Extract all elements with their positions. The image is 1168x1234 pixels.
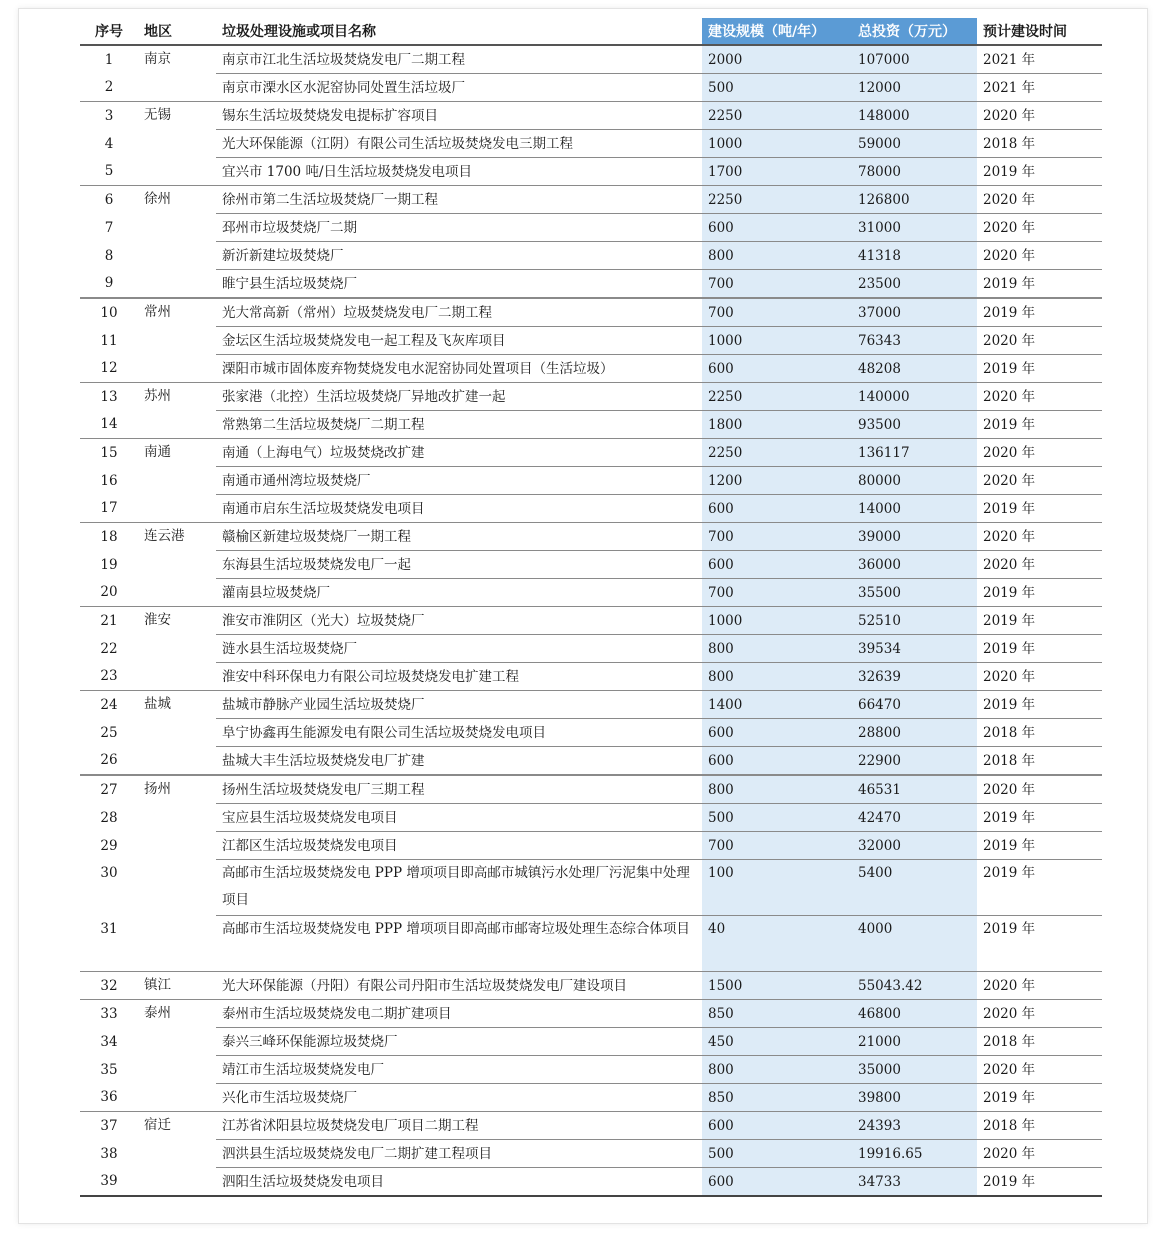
row-year: 2020 年	[977, 551, 1102, 579]
row-year: 2018 年	[977, 130, 1102, 158]
row-region: 宿迁	[144, 1117, 171, 1133]
row-seq: 15	[100, 444, 118, 461]
row-name: 邳州市垃圾焚烧厂二期	[216, 214, 702, 242]
row-name: 光大环保能源（丹阳）有限公司丹阳市生活垃圾焚烧发电厂建设项目	[216, 972, 702, 1000]
row-scale: 800	[702, 635, 852, 663]
table-row	[80, 130, 1102, 158]
table-row	[80, 523, 1102, 551]
row-region	[138, 916, 216, 972]
row-seq: 37	[100, 1117, 118, 1134]
table-row	[80, 467, 1102, 495]
row-scale: 700	[702, 298, 852, 327]
row-name: 江苏省沭阳县垃圾焚烧发电厂项目二期工程	[216, 1112, 702, 1140]
row-scale: 1000	[702, 130, 852, 158]
table-row	[80, 579, 1102, 607]
row-scale: 600	[702, 1112, 852, 1140]
table-row	[80, 1168, 1102, 1197]
row-region	[138, 719, 216, 747]
row-seq: 35	[100, 1061, 118, 1078]
row-name: 盐城大丰生活垃圾焚烧发电厂扩建	[216, 747, 702, 776]
row-region	[138, 860, 216, 916]
row-invest: 5400	[852, 860, 977, 916]
row-region: 淮安	[144, 612, 171, 628]
row-region	[138, 804, 216, 832]
row-year: 2019 年	[977, 832, 1102, 860]
table-row	[80, 102, 1102, 130]
row-name: 泰州市生活垃圾焚烧发电二期扩建项目	[216, 1000, 702, 1028]
row-seq: 32	[80, 972, 138, 1000]
row-region	[138, 242, 216, 270]
row-year: 2020 年	[977, 1000, 1102, 1028]
row-invest: 22900	[852, 747, 977, 776]
row-name: 赣榆区新建垃圾焚烧厂一期工程	[216, 523, 702, 551]
row-invest: 80000	[852, 467, 977, 495]
row-scale: 2250	[702, 383, 852, 411]
row-seq: 39	[80, 1168, 138, 1197]
row-invest: 39534	[852, 635, 977, 663]
row-scale: 2250	[702, 186, 852, 214]
row-year: 2019 年	[977, 1168, 1102, 1197]
row-region: 无锡	[144, 107, 171, 123]
row-year: 2019 年	[977, 1084, 1102, 1112]
table-row	[80, 1140, 1102, 1168]
row-invest: 23500	[852, 270, 977, 299]
row-name: 高邮市生活垃圾焚烧发电 PPP 增项项目即高邮市邮寄垃圾处理生态综合体项目	[216, 916, 702, 972]
row-seq: 26	[80, 747, 138, 776]
row-region: 盐城	[144, 696, 171, 712]
table-row	[80, 45, 1102, 74]
row-name: 光大常高新（常州）垃圾焚烧发电厂二期工程	[216, 298, 702, 327]
row-invest: 39000	[852, 523, 977, 551]
row-region: 连云港	[144, 528, 185, 544]
row-scale: 1700	[702, 158, 852, 186]
row-scale: 800	[702, 1056, 852, 1084]
row-scale: 850	[702, 1000, 852, 1028]
table-row	[80, 1000, 1102, 1028]
row-year: 2018 年	[977, 719, 1102, 747]
row-scale: 600	[702, 1168, 852, 1197]
row-seq: 21	[100, 612, 118, 629]
row-region: 南京	[144, 51, 171, 67]
row-seq: 29	[100, 837, 118, 854]
row-invest: 35000	[852, 1056, 977, 1084]
header-invest: 总投资（万元）	[852, 18, 977, 45]
row-invest: 36000	[852, 551, 977, 579]
row-year: 2019 年	[977, 355, 1102, 383]
row-invest: 93500	[852, 411, 977, 439]
row-name: 溧阳市城市固体废弃物焚烧发电水泥窑协同处置项目（生活垃圾）	[216, 355, 702, 383]
row-name: 金坛区生活垃圾焚烧发电一起工程及飞灰库项目	[216, 327, 702, 355]
table-row	[80, 411, 1102, 439]
row-year: 2020 年	[977, 523, 1102, 551]
row-year: 2019 年	[977, 607, 1102, 635]
row-year: 2020 年	[977, 186, 1102, 214]
row-seq: 1	[104, 51, 114, 68]
row-year: 2020 年	[977, 439, 1102, 467]
row-region: 镇江	[138, 972, 216, 1000]
row-region	[138, 467, 216, 495]
row-scale: 1500	[702, 972, 852, 1000]
table-row	[80, 1056, 1102, 1084]
row-region: 苏州	[144, 388, 171, 404]
row-invest: 28800	[852, 719, 977, 747]
row-invest: 52510	[852, 607, 977, 635]
row-region	[138, 551, 216, 579]
row-year: 2018 年	[977, 747, 1102, 776]
row-invest: 136117	[852, 439, 977, 467]
row-seq: 5	[80, 158, 138, 186]
row-name: 淮安中科环保电力有限公司垃圾焚烧发电扩建工程	[216, 663, 702, 691]
row-name: 淮安市淮阴区（光大）垃圾焚烧厂	[216, 607, 702, 635]
row-scale: 800	[702, 775, 852, 804]
row-region	[138, 74, 216, 102]
row-region	[138, 130, 216, 158]
row-seq: 2	[80, 74, 138, 102]
table-row	[80, 186, 1102, 214]
row-seq: 8	[104, 247, 114, 264]
row-region: 常州	[144, 304, 171, 320]
row-region: 南通	[144, 444, 171, 460]
row-invest: 19916.65	[852, 1140, 977, 1168]
row-scale: 700	[702, 523, 852, 551]
row-name: 阜宁协鑫再生能源发电有限公司生活垃圾焚烧发电项目	[216, 719, 702, 747]
row-scale: 1800	[702, 411, 852, 439]
row-region	[138, 1056, 216, 1084]
row-year: 2019 年	[977, 298, 1102, 327]
table-row	[80, 1084, 1102, 1112]
row-region	[138, 411, 216, 439]
row-scale: 40	[702, 916, 852, 972]
row-seq: 13	[100, 388, 118, 405]
table-row	[80, 860, 1102, 916]
table-row	[80, 607, 1102, 635]
row-invest: 21000	[852, 1028, 977, 1056]
row-seq: 19	[100, 556, 118, 573]
row-seq: 20	[80, 579, 138, 607]
table-row	[80, 383, 1102, 411]
row-seq: 6	[104, 191, 114, 208]
row-invest: 37000	[852, 298, 977, 327]
row-year: 2019 年	[977, 916, 1102, 972]
waste-incineration-projects-table	[80, 18, 1102, 1197]
row-name: 张家港（北控）生活垃圾焚烧厂异地改扩建一起	[216, 383, 702, 411]
row-scale: 1200	[702, 467, 852, 495]
row-scale: 800	[702, 242, 852, 270]
row-year: 2020 年	[977, 383, 1102, 411]
row-region	[138, 214, 216, 242]
row-scale: 800	[702, 663, 852, 691]
row-name: 南京市江北生活垃圾焚烧发电厂二期工程	[216, 45, 702, 74]
row-scale: 1400	[702, 691, 852, 719]
row-year: 2020 年	[977, 1056, 1102, 1084]
row-name: 南京市溧水区水泥窑协同处置生活垃圾厂	[216, 74, 702, 102]
row-year: 2020 年	[977, 1140, 1102, 1168]
row-scale: 2250	[702, 102, 852, 130]
row-seq: 34	[100, 1033, 118, 1050]
row-scale: 1000	[702, 607, 852, 635]
row-scale: 450	[702, 1028, 852, 1056]
row-year: 2018 年	[977, 1028, 1102, 1056]
row-name: 锡东生活垃圾焚烧发电提标扩容项目	[216, 102, 702, 130]
row-year: 2019 年	[977, 411, 1102, 439]
row-region	[138, 158, 216, 186]
row-year: 2020 年	[977, 214, 1102, 242]
row-seq: 31	[80, 916, 138, 972]
row-seq: 11	[100, 332, 118, 349]
row-name: 江都区生活垃圾焚烧发电项目	[216, 832, 702, 860]
row-region	[138, 579, 216, 607]
row-seq: 10	[100, 304, 118, 321]
row-invest: 24393	[852, 1112, 977, 1140]
table-row	[80, 747, 1102, 776]
row-invest: 31000	[852, 214, 977, 242]
row-year: 2021 年	[977, 45, 1102, 74]
row-invest: 148000	[852, 102, 977, 130]
row-year: 2020 年	[977, 327, 1102, 355]
row-invest: 41318	[852, 242, 977, 270]
row-scale: 700	[702, 832, 852, 860]
row-seq: 28	[100, 809, 118, 826]
row-invest: 107000	[852, 45, 977, 74]
row-region: 徐州	[144, 191, 171, 207]
row-region	[138, 327, 216, 355]
table-row	[80, 775, 1102, 804]
row-year: 2020 年	[977, 102, 1102, 130]
table-row	[80, 439, 1102, 467]
table-row	[80, 804, 1102, 832]
row-name: 南通市通州湾垃圾焚烧厂	[216, 467, 702, 495]
row-year: 2019 年	[977, 635, 1102, 663]
row-year: 2019 年	[977, 691, 1102, 719]
row-scale: 2250	[702, 439, 852, 467]
row-name: 睢宁县生活垃圾焚烧厂	[216, 270, 702, 299]
row-name: 涟水县生活垃圾焚烧厂	[216, 635, 702, 663]
row-year: 2019 年	[977, 270, 1102, 299]
row-invest: 55043.42	[852, 972, 977, 1000]
row-seq: 12	[80, 355, 138, 383]
row-scale: 600	[702, 719, 852, 747]
header-region: 地区	[138, 18, 216, 45]
table-row	[80, 327, 1102, 355]
row-year: 2019 年	[977, 158, 1102, 186]
row-scale: 100	[702, 860, 852, 916]
row-name: 东海县生活垃圾焚烧发电厂一起	[216, 551, 702, 579]
row-scale: 600	[702, 214, 852, 242]
table-row	[80, 158, 1102, 186]
row-invest: 66470	[852, 691, 977, 719]
row-scale: 1000	[702, 327, 852, 355]
row-scale: 700	[702, 579, 852, 607]
row-scale: 2000	[702, 45, 852, 74]
row-region: 泰州	[144, 1005, 171, 1021]
row-seq: 9	[80, 270, 138, 299]
row-name: 泗阳生活垃圾焚烧发电项目	[216, 1168, 702, 1197]
row-year: 2021 年	[977, 74, 1102, 102]
row-name: 新沂新建垃圾焚烧厂	[216, 242, 702, 270]
header-row	[80, 18, 1102, 45]
table-row	[80, 1028, 1102, 1056]
table-row	[80, 214, 1102, 242]
row-scale: 500	[702, 1140, 852, 1168]
table-row	[80, 972, 1102, 1000]
header-name: 垃圾处理设施或项目名称	[216, 18, 702, 45]
table-row	[80, 74, 1102, 102]
row-invest: 59000	[852, 130, 977, 158]
row-invest: 126800	[852, 186, 977, 214]
row-scale: 600	[702, 495, 852, 523]
row-invest: 12000	[852, 74, 977, 102]
table-row	[80, 635, 1102, 663]
row-region	[138, 1140, 216, 1168]
row-name: 扬州生活垃圾焚烧发电厂三期工程	[216, 775, 702, 804]
row-scale: 500	[702, 804, 852, 832]
row-invest: 39800	[852, 1084, 977, 1112]
table-row	[80, 298, 1102, 327]
row-invest: 32000	[852, 832, 977, 860]
row-name: 高邮市生活垃圾焚烧发电 PPP 增项项目即高邮市城镇污水处理厂污泥集中处理项目	[216, 860, 702, 916]
row-invest: 46800	[852, 1000, 977, 1028]
row-region	[138, 747, 216, 776]
row-region	[138, 355, 216, 383]
row-invest: 14000	[852, 495, 977, 523]
row-year: 2018 年	[977, 1112, 1102, 1140]
row-seq: 4	[104, 135, 114, 152]
row-year: 2019 年	[977, 495, 1102, 523]
row-seq: 16	[100, 472, 118, 489]
row-region	[138, 635, 216, 663]
row-seq: 17	[80, 495, 138, 523]
table-row	[80, 355, 1102, 383]
row-name: 徐州市第二生活垃圾焚烧厂一期工程	[216, 186, 702, 214]
row-seq: 24	[100, 696, 118, 713]
row-seq: 7	[104, 219, 114, 236]
table-row	[80, 270, 1102, 299]
table-row	[80, 663, 1102, 691]
row-name: 兴化市生活垃圾焚烧厂	[216, 1084, 702, 1112]
table-body	[80, 45, 1102, 1196]
header-seq: 序号	[80, 18, 138, 45]
row-name: 灌南县垃圾焚烧厂	[216, 579, 702, 607]
row-name: 南通市启东生活垃圾焚烧发电项目	[216, 495, 702, 523]
row-region	[138, 832, 216, 860]
row-invest: 76343	[852, 327, 977, 355]
row-name: 泰兴三峰环保能源垃圾焚烧厂	[216, 1028, 702, 1056]
header-year: 预计建设时间	[977, 18, 1102, 45]
table-row	[80, 916, 1102, 972]
row-name: 光大环保能源（江阴）有限公司生活垃圾焚烧发电三期工程	[216, 130, 702, 158]
row-region	[138, 270, 216, 299]
row-seq: 23	[80, 663, 138, 691]
table-row	[80, 551, 1102, 579]
table-row	[80, 495, 1102, 523]
row-year: 2020 年	[977, 242, 1102, 270]
row-scale: 700	[702, 270, 852, 299]
row-seq: 36	[80, 1084, 138, 1112]
row-invest: 42470	[852, 804, 977, 832]
row-region: 扬州	[144, 781, 171, 797]
row-region	[138, 495, 216, 523]
row-year: 2019 年	[977, 804, 1102, 832]
row-year: 2020 年	[977, 972, 1102, 1000]
row-name: 泗洪县生活垃圾焚烧发电厂二期扩建工程项目	[216, 1140, 702, 1168]
table-row	[80, 242, 1102, 270]
row-invest: 140000	[852, 383, 977, 411]
row-invest: 48208	[852, 355, 977, 383]
row-name: 宝应县生活垃圾焚烧发电项目	[216, 804, 702, 832]
row-name: 宜兴市 1700 吨/日生活垃圾焚烧发电项目	[216, 158, 702, 186]
row-seq: 22	[100, 640, 118, 657]
row-seq: 14	[80, 411, 138, 439]
row-seq: 33	[100, 1005, 118, 1022]
row-invest: 34733	[852, 1168, 977, 1197]
row-year: 2019 年	[977, 579, 1102, 607]
row-invest: 46531	[852, 775, 977, 804]
row-year: 2020 年	[977, 467, 1102, 495]
header-scale: 建设规模（吨/年）	[702, 18, 852, 45]
row-name: 常熟第二生活垃圾焚烧厂二期工程	[216, 411, 702, 439]
row-region	[138, 1084, 216, 1112]
row-seq: 30	[100, 864, 118, 881]
row-scale: 600	[702, 551, 852, 579]
table-row	[80, 832, 1102, 860]
row-region	[138, 1168, 216, 1197]
row-seq: 38	[100, 1145, 118, 1162]
row-scale: 600	[702, 747, 852, 776]
row-region	[138, 663, 216, 691]
table-row	[80, 691, 1102, 719]
row-seq: 3	[104, 107, 114, 124]
table-row	[80, 1112, 1102, 1140]
row-invest: 4000	[852, 916, 977, 972]
row-year: 2020 年	[977, 775, 1102, 804]
row-scale: 500	[702, 74, 852, 102]
row-invest: 35500	[852, 579, 977, 607]
row-seq: 25	[100, 724, 118, 741]
row-invest: 32639	[852, 663, 977, 691]
row-year: 2019 年	[977, 860, 1102, 916]
table-row	[80, 719, 1102, 747]
row-name: 盐城市静脉产业园生活垃圾焚烧厂	[216, 691, 702, 719]
row-seq: 27	[100, 781, 118, 798]
row-scale: 850	[702, 1084, 852, 1112]
row-region	[138, 1028, 216, 1056]
row-invest: 78000	[852, 158, 977, 186]
row-name: 南通（上海电气）垃圾焚烧改扩建	[216, 439, 702, 467]
row-scale: 600	[702, 355, 852, 383]
row-seq: 18	[100, 528, 118, 545]
row-year: 2020 年	[977, 663, 1102, 691]
row-name: 靖江市生活垃圾焚烧发电厂	[216, 1056, 702, 1084]
